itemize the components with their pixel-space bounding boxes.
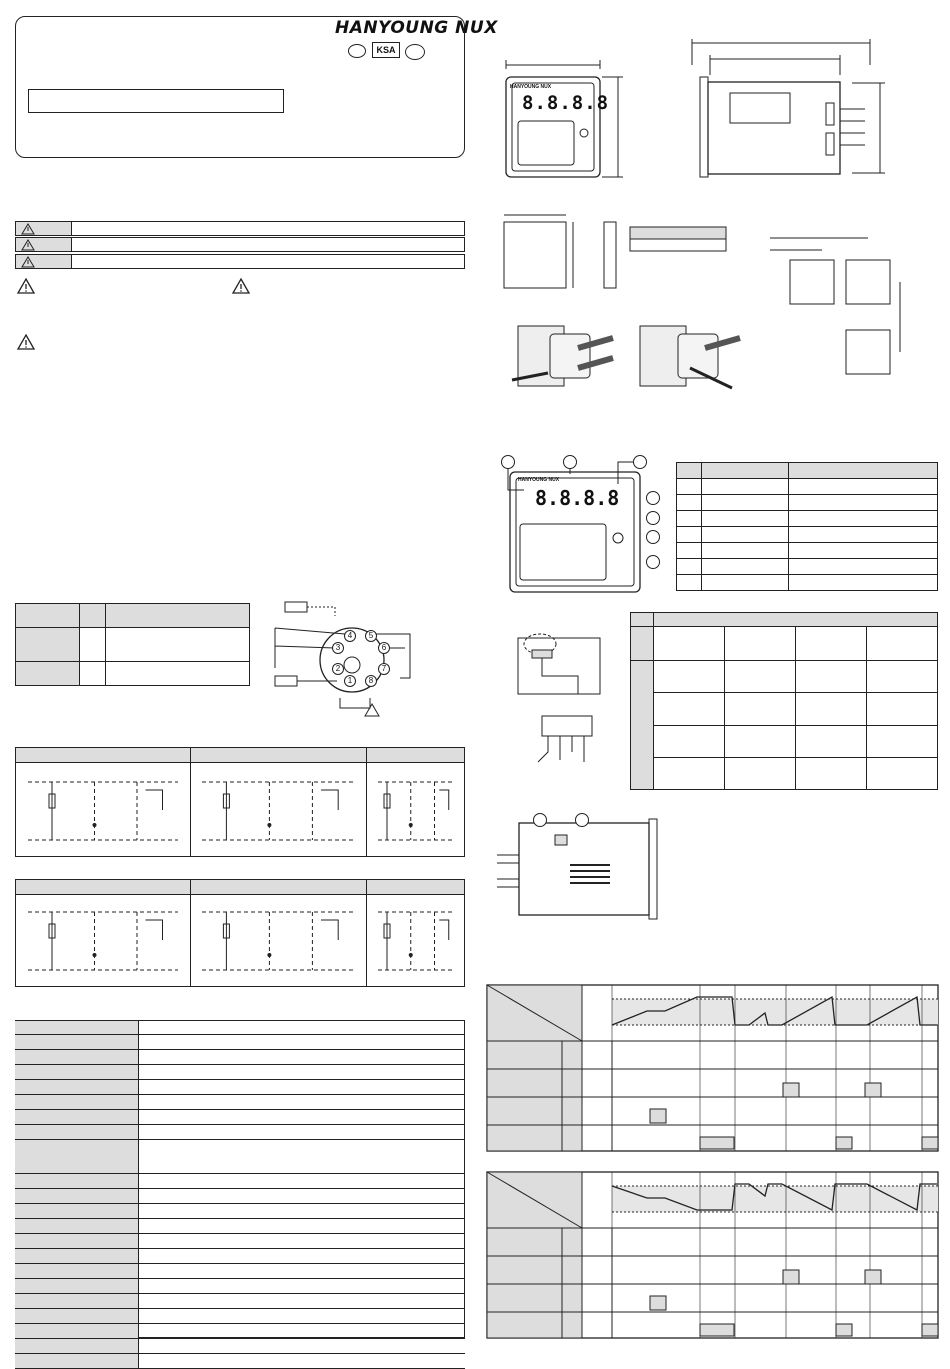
part-callout — [563, 455, 577, 469]
input-table — [15, 603, 250, 686]
spec-row — [15, 1080, 465, 1095]
dip-switch-location-drawing — [498, 612, 618, 772]
spec-row — [15, 1264, 465, 1279]
circuit-sketch — [368, 770, 463, 850]
panel-cutout-drawing — [498, 210, 738, 300]
warning-triangle-icon — [17, 334, 35, 350]
terminal-label: 8 — [365, 675, 377, 687]
circuit-sketch — [192, 770, 364, 850]
terminal-label: 7 — [378, 663, 390, 675]
circuit-sketch — [18, 900, 188, 980]
spec-row — [15, 1339, 465, 1354]
detail-brand: HANYOUNG NUX — [518, 477, 560, 483]
terminal-label: 6 — [378, 642, 390, 654]
part-callout — [646, 491, 660, 505]
part-callout — [646, 511, 660, 525]
part-callout — [501, 455, 515, 469]
spec-row — [15, 1020, 465, 1035]
timing-chart — [487, 985, 938, 1151]
terminal-label: 3 — [332, 642, 344, 654]
spec-row — [15, 1354, 465, 1369]
part-name-table — [676, 462, 938, 591]
certification-seal-icon — [405, 44, 425, 60]
spec-row — [15, 1095, 465, 1110]
mounting-illustration-2 — [620, 318, 750, 398]
circuit-sketch — [192, 900, 364, 980]
front-panel-detail — [498, 452, 668, 597]
circuit-sketch — [18, 770, 188, 850]
mounting-illustration-1 — [498, 318, 618, 398]
spec-row — [15, 1125, 465, 1140]
terminal-label: 1 — [344, 675, 356, 687]
certification-seal-icon — [348, 44, 366, 58]
timing-chart — [487, 1172, 938, 1338]
model-name-box — [28, 89, 284, 113]
side-dimension-drawing — [670, 35, 890, 185]
warning-bar — [15, 237, 465, 252]
circuit-sketch — [368, 900, 463, 980]
spec-row — [15, 1279, 465, 1294]
spec-row — [15, 1234, 465, 1249]
front-dimension-drawing — [498, 55, 638, 185]
warning-triangle-icon — [17, 278, 35, 294]
spec-row — [15, 1110, 465, 1125]
warning-bar — [15, 221, 465, 236]
spec-row — [15, 1050, 465, 1065]
warning-triangle-icon — [232, 278, 250, 294]
warning-triangle-icon — [21, 239, 35, 251]
dip-switch-table — [630, 612, 938, 790]
warning-triangle-icon — [21, 223, 35, 235]
socket-wiring-diagram — [265, 598, 425, 723]
knob-callout — [533, 813, 547, 827]
spec-row — [15, 1219, 465, 1234]
spec-row — [15, 1140, 465, 1174]
knob-callout — [575, 813, 589, 827]
terminal-label: 4 — [344, 630, 356, 642]
spec-row — [15, 1065, 465, 1080]
spec-row — [15, 1309, 465, 1324]
terminal-label: 5 — [365, 630, 377, 642]
spec-row — [15, 1249, 465, 1264]
front-display: 8.8.8.8 — [522, 92, 610, 114]
spec-row — [15, 1189, 465, 1204]
brand-logo: HANYOUNG NUX — [335, 18, 498, 38]
spec-row — [15, 1204, 465, 1219]
spec-row — [15, 1294, 465, 1309]
spec-row — [15, 1324, 465, 1339]
spec-row — [15, 1035, 465, 1050]
front-brand: HANYOUNG NUX — [510, 84, 552, 90]
detail-display: 8.8.8.8 — [535, 486, 620, 510]
warning-bar — [15, 254, 465, 269]
rear-side-drawing — [495, 815, 670, 920]
part-callout — [646, 530, 660, 544]
panel-spacing-drawing — [760, 228, 920, 388]
part-callout — [646, 555, 660, 569]
terminal-label: 2 — [332, 663, 344, 675]
ksa-mark-icon: KSA — [372, 42, 400, 58]
part-callout — [633, 455, 647, 469]
spec-row — [15, 1174, 465, 1189]
warning-triangle-icon — [21, 256, 35, 268]
